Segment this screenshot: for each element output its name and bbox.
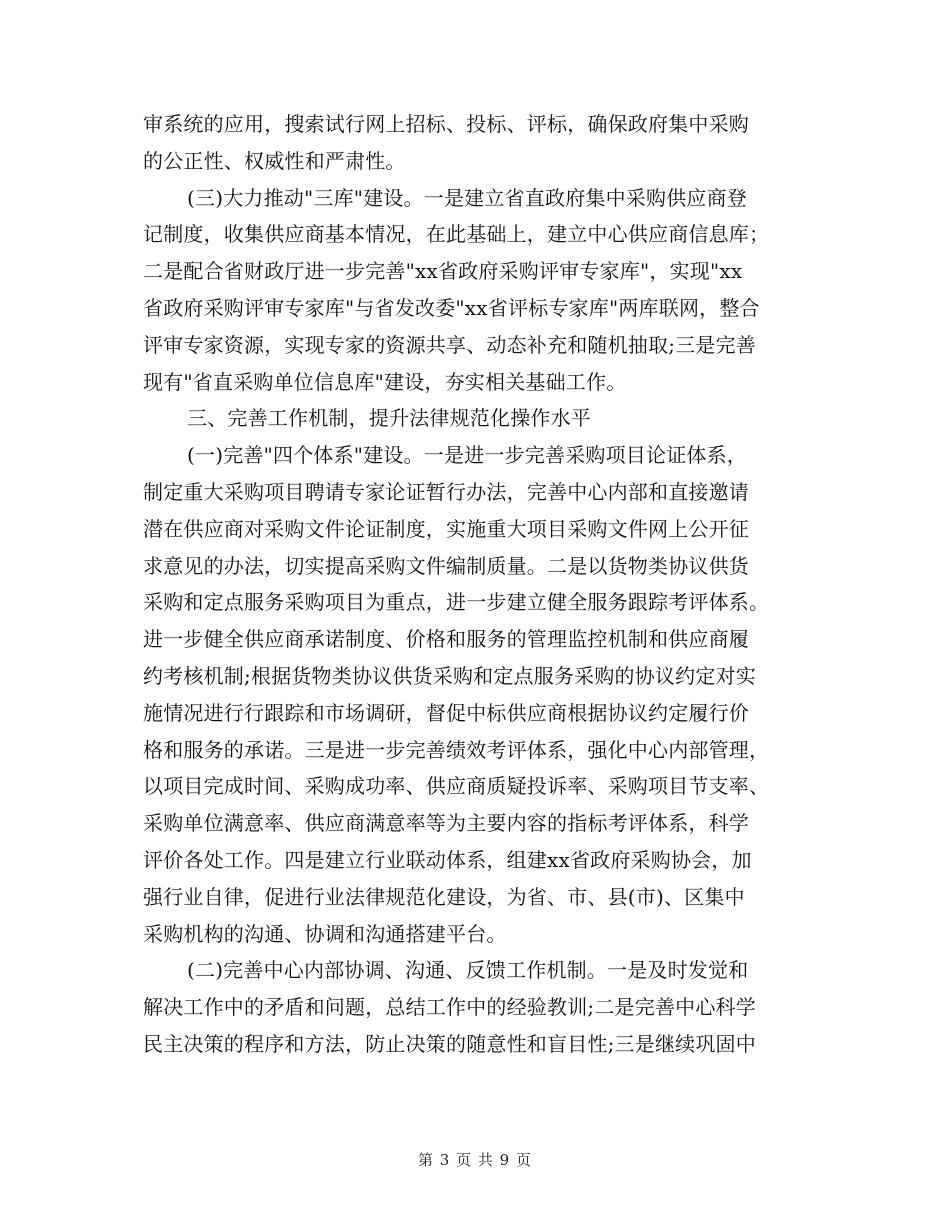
text-line-14: 采购和定点服务采购项目为重点，进一步建立健全服务跟踪考评体系。 [143, 590, 770, 615]
text-line-21: 评价各处工作。四是建立行业联动体系，组建xx省政府采购协会，加 [143, 847, 752, 872]
paragraph-four-systems: (一)完善"四个体系"建设。一是进一步完善采购项目论证体系， [187, 443, 748, 468]
text-line-8: 现有"省直采购单位信息库"建设，夯实相关基础工作。 [143, 369, 627, 394]
text-line-2: 的公正性、权威性和严肃性。 [143, 148, 406, 173]
text-line-17: 施情况进行行跟踪和市场调研，督促中标供应商根据协议约定履行价 [143, 700, 749, 725]
text-line-7: 评审专家资源，实现专家的资源共享、动态补充和随机抽取;三是完善 [143, 332, 756, 357]
text-line-15: 进一步健全供应商承诺制度、价格和服务的管理监控机制和供应商履 [143, 627, 749, 652]
page-number-footer: 第 3 页 共 9 页 [418, 1151, 532, 1169]
text-line-11: 制定重大采购项目聘请专家论证暂行办法，完善中心内部和直接邀请 [143, 479, 749, 504]
paragraph-internal-mechanism: (二)完善中心内部协调、沟通、反馈工作机制。一是及时发觉和 [187, 958, 749, 983]
text-line-6: 省政府采购评审专家库"与省发改委"xx省评标专家库"两库联网，整合 [143, 295, 760, 320]
text-line-1: 审系统的应用，搜索试行网上招标、投标、评标，确保政府集中采购 [143, 112, 749, 136]
section-heading-three: 三、完善工作机制，提升法律规范化操作水平 [187, 406, 591, 431]
text-line-4: 记制度，收集供应商基本情况，在此基础上，建立中心供应商信息库； [143, 222, 770, 247]
text-line-5: 二是配合省财政厅进一步完善"xx省政府采购评审专家库"，实现"xx [143, 259, 743, 284]
paragraph-three-libraries: (三)大力推动"三库"建设。一是建立省直政府集中采购供应商登 [187, 185, 748, 210]
body-text [143, 106, 808, 1063]
text-line-23: 采购机构的沟通、协调和沟通搭建平台。 [143, 921, 507, 946]
text-line-25: 解决工作中的矛盾和问题，总结工作中的经验教训;二是完善中心科学 [143, 995, 756, 1020]
text-line-26: 民主决策的程序和方法，防止决策的随意性和盲目性;三是继续巩固中 [143, 1031, 756, 1056]
text-line-20: 采购单位满意率、供应商满意率等为主要内容的指标考评体系，科学 [143, 811, 749, 836]
text-line-19: 以项目完成时间、采购成功率、供应商质疑投诉率、采购项目节支率、 [143, 774, 770, 799]
text-line-12: 潜在供应商对采购文件论证制度，实施重大项目采购文件网上公开征 [143, 516, 749, 541]
text-line-18: 格和服务的承诺。三是进一步完善绩效考评体系，强化中心内部管理， [143, 737, 770, 762]
text-line-22: 强行业自律，促进行业法律规范化建设，为省、市、县(市)、区集中 [143, 884, 745, 909]
text-line-16: 约考核机制;根据货物类协议供货采购和定点服务采购的协议约定对实 [143, 663, 756, 688]
text-line-13: 求意见的办法，切实提高采购文件编制质量。二是以货物类协议供货 [143, 553, 749, 578]
